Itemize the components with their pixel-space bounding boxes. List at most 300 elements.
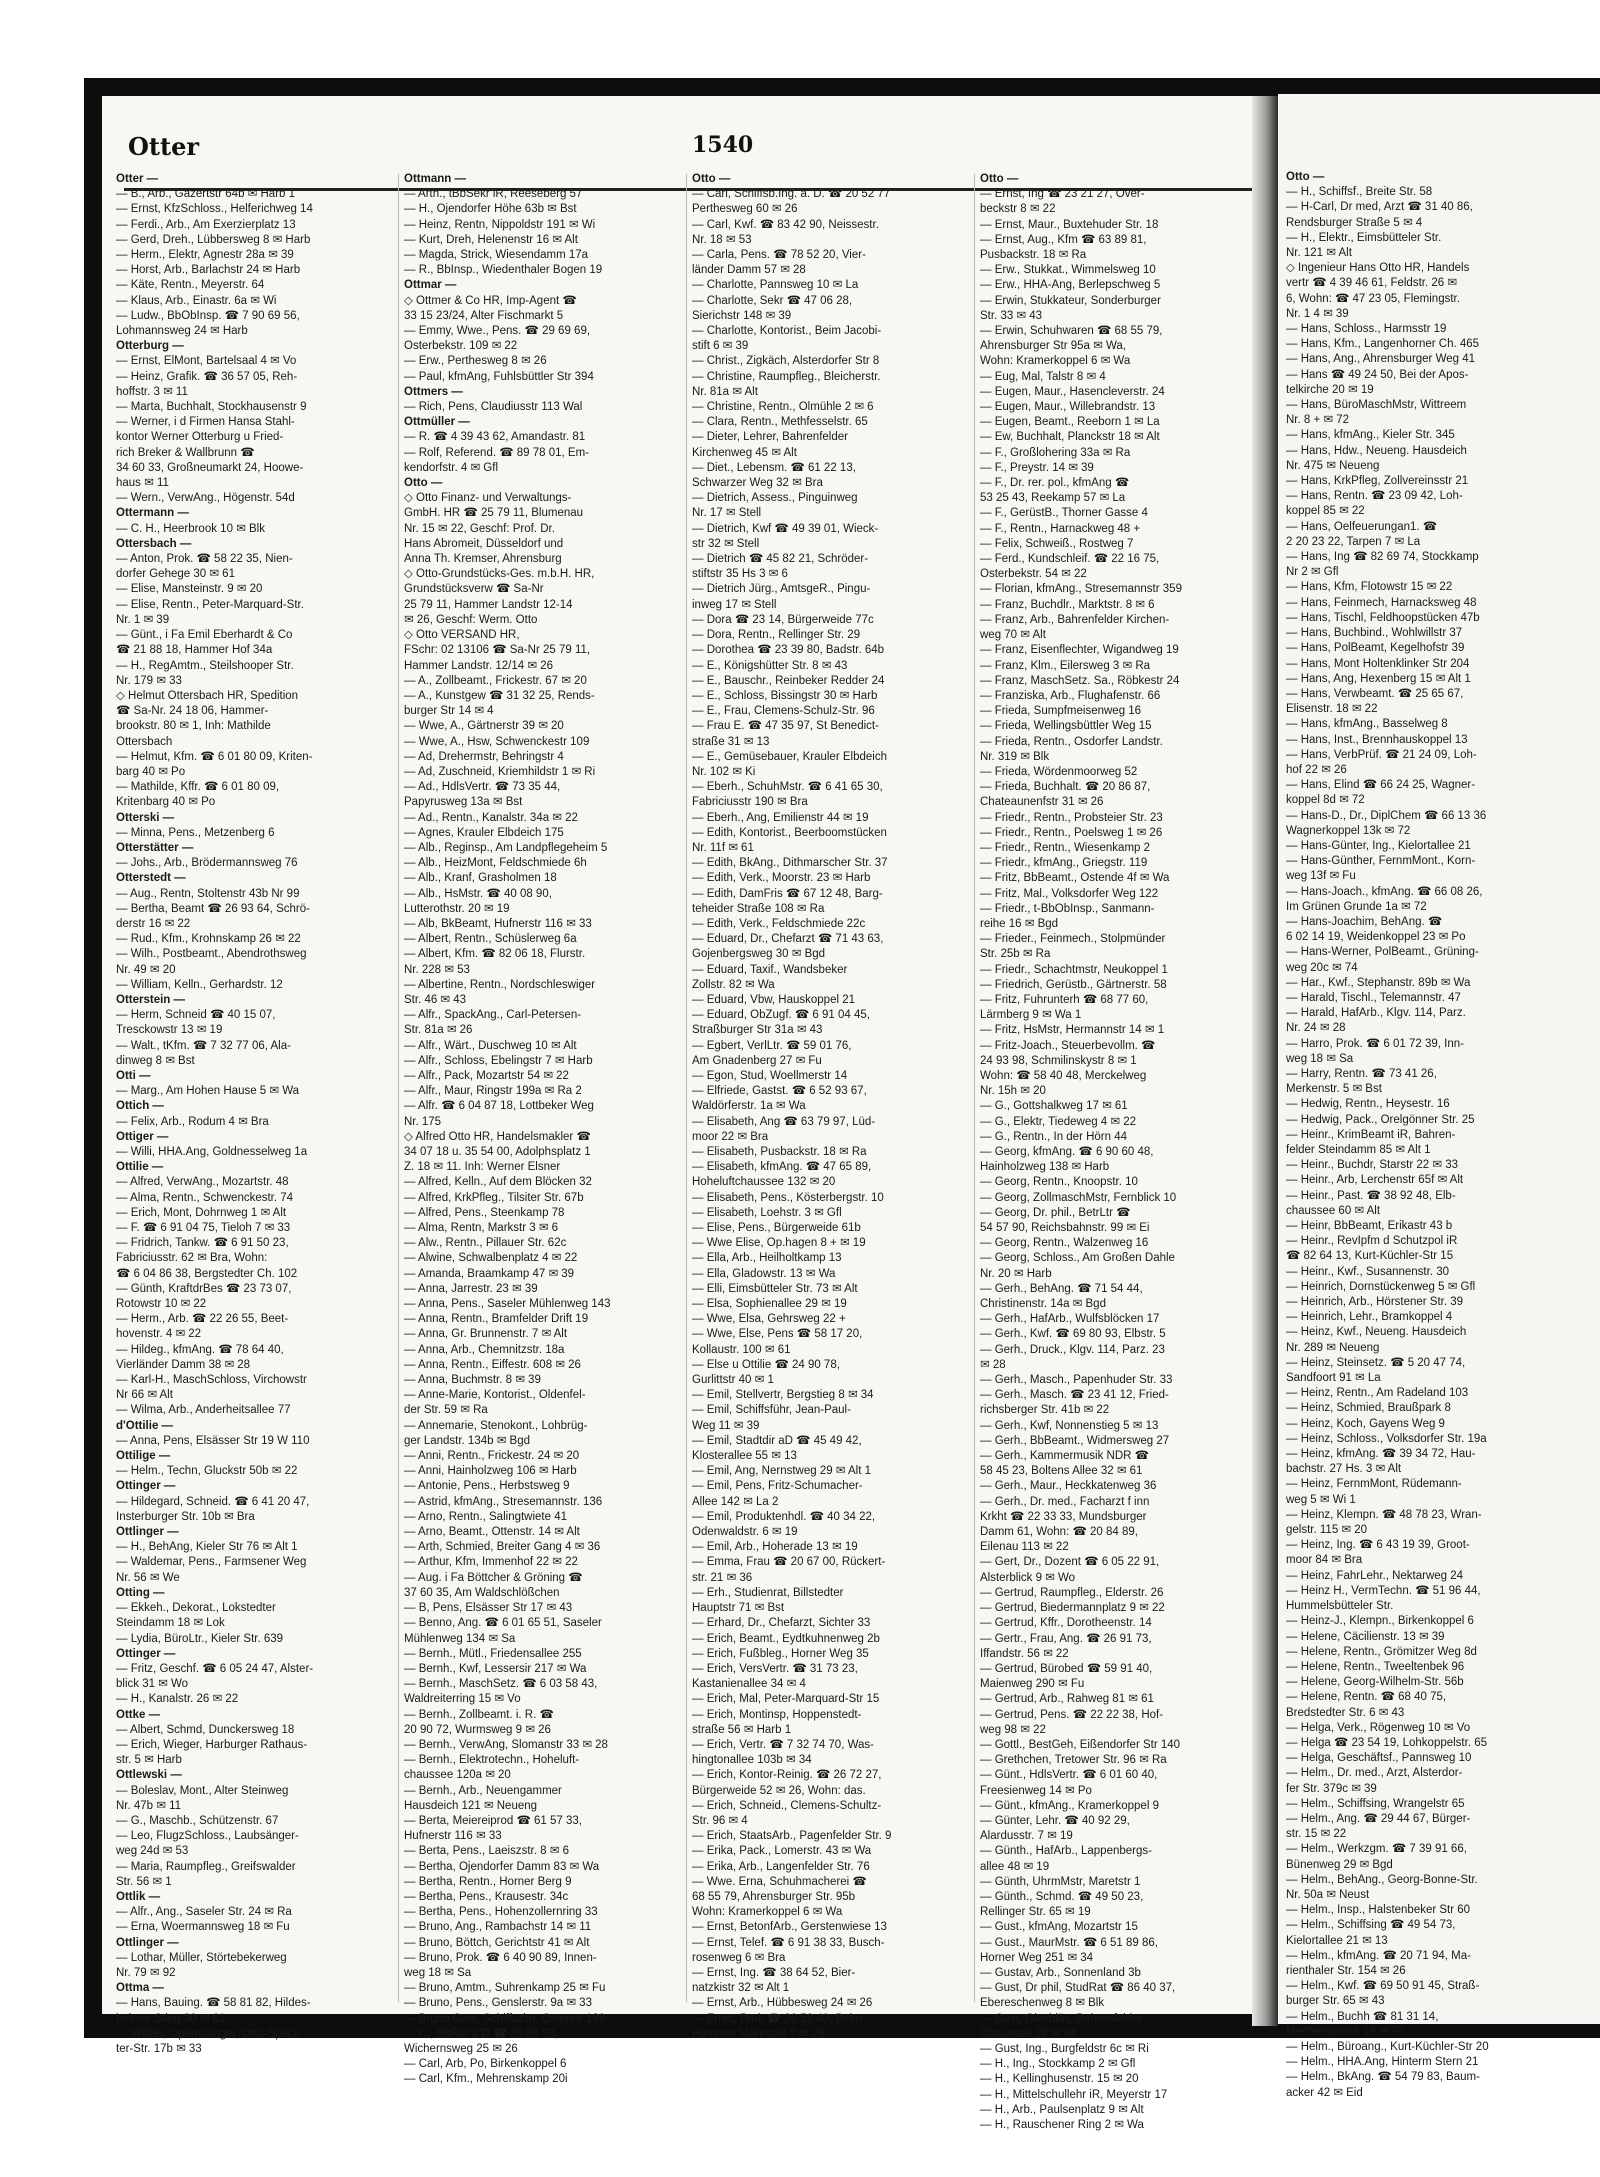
directory-entry: — Bertha, Pens., Hohenzollernring 33 xyxy=(404,1906,598,1919)
directory-entry: — Anna, Arb., Chemnitzstr. 18a xyxy=(404,1343,565,1356)
directory-entry: Nr. 50a ✉ Neust xyxy=(1286,1888,1370,1901)
directory-entry: — Friedr., Rentn., Wiesenkamp 2 xyxy=(980,841,1151,854)
directory-entry: weg 18 ✉ Sa xyxy=(404,1966,472,1979)
directory-entry: — Bernh., Elektrotechn., Hoheluft- xyxy=(404,1754,580,1767)
directory-entry: — Gerh., BbBeamt., Widmersweg 27 xyxy=(980,1434,1170,1447)
directory-entry: — Ludw., BbObInsp. ☎ 7 90 69 56, xyxy=(116,309,300,322)
directory-entry: — Eugen, Maur., Hasencleverstr. 24 xyxy=(980,385,1165,398)
directory-entry: — Georg, Dr. phil., BetrLtr ☎ xyxy=(980,1206,1131,1219)
directory-entry: felder Steindamm 85 ✉ Alt 1 xyxy=(1286,1144,1431,1156)
directory-entry: Hammer Landstr. 12/14 ✉ 26 xyxy=(404,659,553,672)
column-divider xyxy=(686,174,687,2002)
directory-entry: — Heinr., Arb, Lerchenstr 65f ✉ Alt xyxy=(1286,1174,1464,1187)
directory-entry: weg 5 ✉ Wi 1 xyxy=(1286,1493,1356,1506)
surname-heading: Ottmar — xyxy=(404,279,457,292)
directory-entry: — Anna, Gr. Brunnenstr. 7 ✉ Alt xyxy=(404,1328,568,1341)
running-head xyxy=(124,128,1242,168)
surname-heading: Ottinger — xyxy=(116,1647,176,1660)
directory-entry: — Erika, Pack., Lomerstr. 43 ✉ Wa xyxy=(692,1845,872,1858)
directory-entry: Im Grünen Grunde 1a ✉ 72 xyxy=(1286,900,1427,913)
directory-entry: moor 84 ✉ Bra xyxy=(1286,1554,1363,1567)
directory-entry: Mühlenweg 134 ✉ Sa xyxy=(404,1632,516,1645)
directory-entry: Hainholzweg 138 ✉ Harb xyxy=(980,1161,1110,1174)
directory-entry: — Fritz, BbBeamt., Ostende 4f ✉ Wa xyxy=(980,872,1170,885)
directory-entry: — Emil, Produktenhdl. ☎ 40 34 22, xyxy=(692,1510,876,1523)
directory-entry: Nr. 1 ✉ 39 xyxy=(116,613,170,626)
directory-entry: Chateaunenfstr 31 ✉ 26 xyxy=(980,796,1104,809)
directory-entry: — Elisabeth, Pens., Kösterbergstr. 10 xyxy=(692,1191,884,1204)
directory-entry: — Ernst, ElMont, Bartelsaal 4 ✉ Vo xyxy=(116,355,297,368)
directory-entry: — Günth., Schmd. ☎ 49 50 23, xyxy=(980,1890,1144,1903)
directory-entry: 58 45 23, Boltens Allee 32 ✉ 61 xyxy=(980,1465,1143,1478)
directory-entry: — Alb., HeizMont, Feldschmiede 6h xyxy=(404,857,587,870)
directory-entry: 53 25 43, Reekamp 57 ✉ La xyxy=(980,492,1126,505)
directory-entry: — Käte, Rentn., Meyerstr. 64 xyxy=(116,279,265,292)
directory-entry: Alsterblick 9 ✉ Wo xyxy=(980,1571,1076,1584)
directory-entry: — Alfr., Maur, Ringstr 199a ✉ Ra 2 xyxy=(404,1085,582,1098)
directory-entry: — Dorothea ☎ 23 39 80, Badstr. 64b xyxy=(692,644,885,657)
directory-entry: der Str. 59 ✉ Ra xyxy=(404,1404,488,1417)
directory-entry: — Heinz, Schloss., Volksdorfer Str. 19a xyxy=(1286,1432,1487,1445)
directory-entry: — Hildegard, Schneid. ☎ 6 41 20 47, xyxy=(116,1495,310,1508)
directory-entry: — Kurt, Dreh, Helenenstr 16 ✉ Alt xyxy=(404,233,578,246)
directory-entry: Wohn: Kramerkoppel 6 ✉ Wa xyxy=(692,1906,843,1919)
surname-heading: Ottich — xyxy=(116,1100,164,1113)
directory-entry: — Arno, Beamt., Ottenstr. 14 ✉ Alt xyxy=(404,1526,580,1539)
surname-heading: Ottlinger — xyxy=(116,1526,179,1539)
directory-entry: — H., Elektr., Eimsbütteler Str. xyxy=(1286,231,1442,244)
directory-entry: — Helene, Cäcilienstr. 13 ✉ 39 xyxy=(1286,1630,1445,1643)
directory-entry: — Ernst, BetonfArb., Gerstenwiese 13 xyxy=(692,1921,887,1934)
directory-entry: ◇ Otto VERSAND HR, xyxy=(404,629,520,642)
directory-entry: — B, Pens, Elsässer Str 17 ✉ 43 xyxy=(404,1602,573,1615)
surname-heading: Ottilie — xyxy=(116,1161,164,1174)
directory-entry: — Friedr., Rentn., Probsteier Str. 23 xyxy=(980,811,1163,824)
directory-entry: Anna Th. Kremser, Ahrensburg xyxy=(404,553,562,566)
directory-entry: — Frieda, Wellingsbüttler Weg 15 xyxy=(980,720,1152,733)
directory-entry: — Erich, Schneid., Clemens-Schultz- xyxy=(692,1799,882,1812)
directory-entry: 34 07 18 u. 35 54 00, Adolphsplatz 1 xyxy=(404,1146,591,1158)
directory-entry: — Erich, Montinsp, Hoppenstedt- xyxy=(692,1708,862,1721)
directory-entry: — Bruno, Böttch, Gerichtstr 41 ✉ Alt xyxy=(404,1936,590,1949)
directory-entry: — Helene, Georg-Wilhelm-Str. 56b xyxy=(1286,1676,1464,1689)
directory-column-4 xyxy=(980,172,1246,2131)
directory-entry: — Erh., Studienrat, Billstedter xyxy=(692,1586,844,1599)
directory-entry: Maienweg 290 ✉ Fu xyxy=(980,1678,1085,1691)
directory-entry: ◇ Alfred Otto HR, Handelsmakler ☎ xyxy=(404,1130,591,1143)
directory-entry: str. 15 ✉ 22 xyxy=(1286,1828,1347,1841)
directory-entry: — Charlotte, Sekr ☎ 47 06 28, xyxy=(692,294,853,307)
directory-entry: Nr. 81a ✉ Alt xyxy=(692,385,758,398)
directory-entry: — Agnes, Krauler Elbdeich 175 xyxy=(404,826,564,839)
directory-entry: Wohn: Kramerkoppel 6 ✉ Wa xyxy=(980,355,1131,368)
directory-entry: — Franziska, Arb., Flughafenstr. 66 xyxy=(980,689,1161,702)
directory-entry: — Anna, Pens., Saseler Mühlenweg 143 xyxy=(404,1298,611,1311)
directory-entry: — Anna, Rentn., Eiffestr. 608 ✉ 26 xyxy=(404,1358,581,1371)
directory-entry: — Hans, Verwbeamt. ☎ 25 65 67, xyxy=(1286,687,1464,700)
directory-entry: — Wern., VerwAng., Högenstr. 54d xyxy=(116,492,295,505)
directory-entry: — Helmut, Kfm. ☎ 6 01 80 09, Kriten- xyxy=(116,750,313,763)
directory-entry: — Helm., kfmAng. ☎ 20 71 94, Ma- xyxy=(1286,1949,1471,1962)
directory-entry: — G., Elektr, Tiedeweg 4 ✉ 22 xyxy=(980,1115,1137,1128)
directory-entry: 33 15 23/24, Alter Fischmarkt 5 xyxy=(404,309,564,322)
directory-entry: ◇ Ingenieur Hans Otto HR, Handels xyxy=(1286,262,1470,275)
directory-entry: Lohmannsweg 24 ✉ Harb xyxy=(116,325,248,338)
directory-entry: — Alma, Rentn, Markstr 3 ✉ 6 xyxy=(404,1222,559,1235)
directory-entry: Kastanienallee 34 ✉ 4 xyxy=(692,1678,806,1691)
directory-entry: — Hans, Schloss., Harmsstr 19 xyxy=(1286,323,1447,336)
directory-entry: — Gerd, Dreh., Lübbersweg 8 ✉ Harb xyxy=(116,233,311,246)
directory-entry: — Heinz, Grafik. ☎ 36 57 05, Reh- xyxy=(116,370,298,383)
directory-entry: — Emil, Pens, Fritz-Schumacher- xyxy=(692,1480,863,1493)
surname-heading: Ottmüller — xyxy=(404,416,470,429)
directory-entry: — Albertine, Rentn., Nordschleswiger xyxy=(404,978,596,991)
directory-entry: — Günt., i Fa Emil Eberhardt & Co xyxy=(116,629,293,642)
directory-entry: — Ferdi., Arb., Am Exerzierplatz 13 xyxy=(116,218,296,231)
directory-entry: — Anna, Rentn., Bramfelder Drift 19 xyxy=(404,1313,589,1326)
directory-entry: Str. 46 ✉ 43 xyxy=(404,993,467,1006)
directory-entry: — G., Rentn., In der Hörn 44 xyxy=(980,1130,1128,1143)
directory-entry: — Marg., Am Hohen Hause 5 ✉ Wa xyxy=(116,1085,300,1098)
directory-entry: — Helm., Dr. med., Arzt, Alsterdor- xyxy=(1286,1767,1463,1780)
directory-entry: — Erich, Kontor-Reinig. ☎ 26 72 27, xyxy=(692,1769,882,1782)
directory-entry: haus ✉ 11 xyxy=(116,477,169,490)
directory-entry: — Hans-D., Dr., DiplChem ☎ 66 13 36 xyxy=(1286,809,1487,822)
directory-entry: Papyrusweg 13a ✉ Bst xyxy=(404,796,523,809)
directory-page xyxy=(102,96,1252,2131)
directory-entry: Nr. 175 xyxy=(404,1115,442,1128)
directory-entry: 6, Wohn: ☎ 47 23 05, Flemingstr. xyxy=(1286,292,1460,305)
directory-entry: Lutterothstr. 20 ✉ 19 xyxy=(404,902,510,915)
directory-entry: — Günt., HdlsVertr. ☎ 6 01 60 40, xyxy=(980,1769,1158,1782)
directory-entry: — Eberh., SchuhMstr. ☎ 6 41 65 30, xyxy=(692,781,883,794)
directory-entry: — Wilma, Arb., Anderheitsallee 77 xyxy=(116,1404,291,1417)
directory-entry: — Erhard, Dr., Chefarzt, Sichter 33 xyxy=(692,1617,871,1630)
directory-entry: — Georg, kfmAng. ☎ 6 90 60 48, xyxy=(980,1146,1154,1158)
directory-entry: — Emil, Ang, Nernstweg 29 ✉ Alt 1 xyxy=(692,1465,872,1478)
directory-entry: — Lydia, BüroLtr., Kieler Str. 639 xyxy=(116,1632,284,1645)
directory-entry: — Alw., Rentn., Pillauer Str. 62c xyxy=(404,1237,567,1250)
directory-entry: ☎ 21 88 18, Hammer Hof 34a xyxy=(116,644,273,657)
directory-entry: — Alfr. ☎ 6 04 87 18, Lottbeker Weg xyxy=(404,1100,594,1113)
directory-entry: Nr. 18 ✉ 53 xyxy=(692,233,752,246)
directory-entry: Nr. 289 ✉ Neueng xyxy=(1286,1341,1380,1354)
directory-entry: — Alfr., Ang., Saseler Str. 24 ✉ Ra xyxy=(116,1906,292,1919)
directory-entry: — Wwe Elise, Op.hagen 8 + ✉ 19 xyxy=(692,1237,866,1250)
directory-entry: — F. ☎ 6 91 04 75, Tieloh 7 ✉ 33 xyxy=(116,1222,291,1235)
directory-entry: — Horst, Arb., Barlachstr 24 ✉ Harb xyxy=(116,264,301,277)
directory-entry: Tresckowstr 13 ✉ 19 xyxy=(116,1024,223,1037)
directory-entry: beckstr 8 ✉ 22 xyxy=(980,203,1056,216)
directory-entry: — Bertha, Rentn., Horner Berg 9 xyxy=(404,1875,572,1888)
directory-entry: — Fridrich, Tankw. ☎ 6 91 50 23, xyxy=(116,1237,289,1250)
directory-entry: telkirche 20 ✉ 19 xyxy=(1286,383,1374,396)
directory-entry: — Hans-Werner, PolBeamt., Grüning- xyxy=(1286,946,1479,959)
directory-entry: — Ad, Drehermstr, Behringstr 4 xyxy=(404,750,564,763)
surname-heading: Ottma — xyxy=(116,1982,164,1995)
directory-entry: — Carl, Arb, Po, Birkenkoppel 6 xyxy=(404,2058,567,2071)
directory-entry: — Anna, Pens, Elsässer Str 19 W 110 xyxy=(116,1434,310,1447)
directory-entry: — H., Ojendorfer Höhe 63b ✉ Bst xyxy=(404,203,577,216)
directory-entry: Nr. 47b ✉ 11 xyxy=(116,1799,182,1812)
directory-entry: — Edith, DamFris ☎ 67 12 48, Barg- xyxy=(692,887,883,900)
directory-entry: — Christ., Zigkäch, Alsterdorfer Str 8 xyxy=(692,355,880,368)
directory-entry: — Gertrud, Arb., Rahweg 81 ✉ 61 xyxy=(980,1693,1154,1706)
directory-entry: — E., Schloss, Bissingstr 30 ✉ Harb xyxy=(692,689,878,702)
directory-entry: Osterbekstr. 109 ✉ 22 xyxy=(404,340,518,353)
directory-entry: — Alfred, KrkPfleg., Tilsiter Str. 67b xyxy=(404,1191,584,1204)
directory-entry: — Heinr., Kwf., Susannenstr. 30 xyxy=(1286,1265,1449,1278)
directory-entry: str. 5 ✉ Harb xyxy=(116,1754,182,1767)
directory-entry: — Gertrud, Biedermannplatz 9 ✉ 22 xyxy=(980,1602,1165,1615)
directory-entry: weg 13f ✉ Fu xyxy=(1286,870,1356,883)
directory-entry: — B., Arb., Gazertstr 64b ✉ Harb 1 xyxy=(116,188,296,201)
directory-entry: — Diet., Lebensm. ☎ 61 22 13, xyxy=(692,461,856,474)
directory-entry: — Alfr., Pack, Mozartstr 54 ✉ 22 xyxy=(404,1069,569,1082)
directory-entry: — Walter, Opernsänger, Otto-Speck- xyxy=(116,2027,304,2040)
directory-entry: — Erw., Stukkat., Wimmelsweg 10 xyxy=(980,264,1156,277)
directory-entry: Rendsburger Straße 5 ✉ 4 xyxy=(1286,216,1423,229)
directory-entry: 6 02 14 19, Weidenkoppel 23 ✉ Po xyxy=(1286,931,1466,944)
directory-entry: Freesienweg 14 ✉ Po xyxy=(980,1784,1092,1797)
directory-entry: heimer Stieg 30 ✉ 61 xyxy=(116,2012,226,2025)
directory-entry: — Gust., MaurMstr. ☎ 6 51 89 86, xyxy=(980,1936,1158,1949)
directory-entry: — Egbert, VerlLtr. ☎ 59 01 76, xyxy=(692,1039,852,1052)
directory-entry: barg 40 ✉ Po xyxy=(116,765,186,778)
directory-entry: — William, Kelln., Gerhardstr. 12 xyxy=(116,978,283,991)
directory-entry: — Heinr., Past. ☎ 38 92 48, Elb- xyxy=(1286,1189,1456,1202)
directory-entry: Bredstedter Str. 6 ✉ 43 xyxy=(1286,1706,1405,1719)
directory-entry: — Gottl., BestGeh, Eißendorfer Str 140 xyxy=(980,1738,1181,1751)
directory-entry: — Erna, Woermannsweg 18 ✉ Fu xyxy=(116,1921,290,1934)
directory-entry: Merkenstr. 5 ✉ Bst xyxy=(1286,1083,1382,1096)
directory-entry: Insterburger Str. 10b ✉ Bra xyxy=(116,1510,255,1523)
directory-entry: — Ernst, Maur., Buxtehuder Str. 18 xyxy=(980,218,1159,231)
directory-entry: Kirchenweg 45 ✉ Alt xyxy=(692,446,797,459)
directory-entry: — Elfriede, Gastst. ☎ 6 52 93 67, xyxy=(692,1085,867,1098)
directory-entry: 2 20 23 22, Tarpen 7 ✉ La xyxy=(1286,535,1421,548)
directory-entry: — Heinr, BbBeamt, Erikastr 43 b xyxy=(1286,1220,1453,1233)
directory-entry: — Dietrich ☎ 45 82 21, Schröder- xyxy=(692,553,869,566)
directory-entry: — H., Mittelschullehr iR, Meyerstr 17 xyxy=(980,2088,1168,2101)
directory-entry: — Harald, HafArb., Klgv. 114, Parz. xyxy=(1286,1007,1466,1020)
directory-entry: — Bertha, Pens., Krausestr. 34c xyxy=(404,1890,569,1903)
directory-entry: richsberger Str. 41b ✉ 22 xyxy=(980,1404,1110,1417)
directory-entry: — Mathilde, Kffr. ☎ 6 01 80 09, xyxy=(116,781,280,794)
directory-entry: — Helm., BehAng., Georg-Bonne-Str. xyxy=(1286,1873,1478,1886)
directory-entry: — Antonie, Pens., Herbstsweg 9 xyxy=(404,1480,570,1493)
directory-entry: — Helene, Rentn., Grömitzer Weg 8d xyxy=(1286,1645,1477,1658)
directory-entry: Str. 81a ✉ 26 xyxy=(404,1024,473,1037)
directory-entry: — Georg, Schloss., Am Großen Dahle xyxy=(980,1252,1175,1265)
directory-entry: str. 21 ✉ 36 xyxy=(692,1571,753,1584)
directory-entry: — Günt., kfmAng., Kramerkoppel 9 xyxy=(980,1799,1159,1812)
directory-entry: — E., Bauschr., Reinbeker Redder 24 xyxy=(692,674,885,687)
directory-entry: — Gerh., Masch. ☎ 23 41 12, Fried- xyxy=(980,1389,1169,1402)
surname-heading: Otter — xyxy=(116,173,159,185)
directory-entry: — Hans-Günter, Ing., Kielortallee 21 xyxy=(1286,839,1471,852)
surname-heading: Otto — xyxy=(404,477,443,490)
directory-entry: — Elise, Mansteinstr. 9 ✉ 20 xyxy=(116,583,263,596)
directory-entry: Hauptstr 71 ✉ Bst xyxy=(692,1602,785,1615)
directory-entry: Hoheluftchaussee 132 ✉ 20 xyxy=(692,1176,836,1189)
directory-entry: derstr 16 ✉ 22 xyxy=(116,917,191,930)
directory-entry: rienthaler Str. 154 ✉ 26 xyxy=(1286,1964,1406,1977)
directory-entry: — Charlotte, Kontorist., Beim Jacobi- xyxy=(692,325,882,338)
directory-entry: Waldörferstr. 1a ✉ Wa xyxy=(692,1100,806,1113)
directory-entry: — Gerh., Kwf. ☎ 69 80 93, Elbstr. 5 xyxy=(980,1328,1166,1341)
directory-entry: — H., Rauschener Ring 2 ✉ Wa xyxy=(980,2119,1144,2131)
directory-entry: — H., Kanalstr. 26 ✉ 22 xyxy=(116,1693,239,1706)
directory-entry: dinweg 8 ✉ Bst xyxy=(116,1054,195,1067)
directory-entry: rich Breker & Wallbrunn ☎ xyxy=(116,446,255,459)
directory-entry: — Günter, Lehr. ☎ 40 92 29, xyxy=(980,1814,1130,1827)
directory-entry: Nr. 20 ✉ Harb xyxy=(980,1267,1052,1280)
directory-entry: blick 31 ✉ Wo xyxy=(116,1678,189,1691)
directory-entry: — Erich, Mal, Peter-Marquard-Str 15 xyxy=(692,1693,880,1706)
directory-entry: — Hans, Rentn. ☎ 23 09 42, Loh- xyxy=(1286,490,1463,503)
surname-heading: Otterstätter — xyxy=(116,841,194,854)
directory-entry: — Fritz, HsMstr, Hermannstr 14 ✉ 1 xyxy=(980,1024,1165,1037)
directory-entry: — Karl-H., MaschSchloss, Virchowstr xyxy=(116,1374,307,1387)
directory-entry: Nr. 79 ✉ 92 xyxy=(116,1966,176,1979)
directory-entry: — Alb., Kranf, Grasholmen 18 xyxy=(404,872,557,885)
directory-entry: — Helm., Ang. ☎ 29 44 67, Bürger- xyxy=(1286,1812,1471,1825)
directory-entry: 20 90 72, Wurmsweg 9 ✉ 26 xyxy=(404,1723,551,1736)
directory-entry: — Erw., Perthesweg 8 ✉ 26 xyxy=(404,355,547,368)
directory-entry: dorfer Gehege 30 ✉ 61 xyxy=(116,568,235,581)
directory-entry: Str. 33 ✉ 43 xyxy=(980,309,1043,322)
directory-entry: — Ernst, Aug., Kfm ☎ 63 89 81, xyxy=(980,233,1147,246)
directory-entry: Perthesweg 60 ✉ 26 xyxy=(692,203,798,216)
directory-entry: — Hans, Kfm, Flotowstr 15 ✉ 22 xyxy=(1286,581,1453,594)
directory-entry: Wichernsweg 25 ✉ 26 xyxy=(404,2042,518,2055)
directory-entry: — Alb., HsMstr. ☎ 40 08 90, xyxy=(404,887,552,900)
directory-entry: Elisenstr. 18 ✉ 22 xyxy=(1286,703,1378,716)
directory-entry: — Lothar, Müller, Störtebekerweg xyxy=(116,1951,287,1964)
directory-entry: — Hans, Hdw., Neueng. Hausdeich xyxy=(1286,444,1467,457)
directory-entry: — Elli, Eimsbütteler Str. 73 ✉ Alt xyxy=(692,1282,858,1295)
directory-entry: — Elisabeth, Loehstr. 3 ✉ Gfl xyxy=(692,1206,842,1219)
directory-entry: hovenstr. 4 ✉ 22 xyxy=(116,1328,202,1341)
directory-entry: — Heinz, Kwf., Neueng. Hausdeich xyxy=(1286,1326,1467,1339)
directory-entry: — Erich, Beamt., Eydtkuhnenweg 2b xyxy=(692,1632,880,1645)
directory-entry: — Heinz, Koch, Gayens Weg 9 xyxy=(1286,1417,1445,1430)
directory-entry: — Arth., tBbSekr iR, Reeseberg 57 xyxy=(404,188,583,201)
directory-entry: — Elisabeth, Ang ☎ 63 79 97, Lüd- xyxy=(692,1115,876,1128)
directory-entry: chaussee 120a ✉ 20 xyxy=(404,1769,511,1782)
directory-entry: Chaussee 28 ✉ Alt xyxy=(980,2027,1077,2040)
directory-entry: — Gert, Dr., Dozent ☎ 6 05 22 91, xyxy=(980,1556,1160,1569)
directory-entry: — Georg, ZollmaschMstr, Fernblick 10 xyxy=(980,1191,1177,1204)
directory-entry: — Heinrich, Lehr., Bramkoppel 4 xyxy=(1286,1311,1453,1324)
directory-entry: — Bernh., VerwAng, Slomanstr 33 ✉ 28 xyxy=(404,1738,608,1751)
directory-entry: ✉ 26, Geschf: Werm. Otto xyxy=(404,613,538,626)
directory-entry: brookstr. 80 ✉ 1, Inh: Mathilde xyxy=(116,720,271,733)
directory-entry: — Eugen, Maur., Willebrandstr. 13 xyxy=(980,401,1156,414)
directory-entry: — Helm., Insp., Halstenbeker Str 60 xyxy=(1286,1904,1471,1917)
directory-entry: — F., Preystr. 14 ✉ 39 xyxy=(980,461,1094,474)
directory-entry: — Anton, Prok. ☎ 58 22 35, Nien- xyxy=(116,553,293,566)
directory-entry: — Helm., Werkzgm. ☎ 7 39 91 66, xyxy=(1286,1843,1467,1856)
directory-entry: Kollaustr. 100 ✉ 61 xyxy=(692,1343,791,1356)
running-head-word: Otter xyxy=(128,132,199,161)
directory-entry: — Hans, VerbPrüf. ☎ 21 24 09, Loh- xyxy=(1286,748,1477,761)
directory-entry: weg 70 ✉ Alt xyxy=(980,629,1046,642)
directory-entry: straße 31 ✉ 13 xyxy=(692,735,770,748)
directory-entry: — Hans, Ing ☎ 82 69 74, Stockkamp xyxy=(1286,551,1479,564)
directory-entry: — Paul, kfmAng, Fuhlsbüttler Str 394 xyxy=(404,370,594,383)
directory-entry: koppel 85 ✉ 22 xyxy=(1286,505,1365,518)
surname-heading: Ottlinger — xyxy=(116,1936,179,1949)
directory-entry: — Elisabeth, kfmAng. ☎ 47 65 89, xyxy=(692,1161,872,1174)
directory-entry: — Albert, Kfm. ☎ 82 06 18, Flurstr. xyxy=(404,948,586,961)
directory-entry: — Gust., kfmAng, Mozartstr 15 xyxy=(980,1921,1138,1934)
directory-entry: — Georg, Rentn., Knoopstr. 10 xyxy=(980,1176,1138,1189)
directory-entry: — Waldemar, Pens., Farmsener Weg xyxy=(116,1556,307,1569)
directory-entry: Christinenstr. 14a ✉ Bgd xyxy=(980,1298,1106,1311)
directory-entry: — Hildeg., kfmAng. ☎ 78 64 40, xyxy=(116,1343,284,1356)
directory-entry: Wagnerkoppel 13k ✉ 72 xyxy=(1286,824,1411,837)
directory-entry: — Emmy, Wwe., Pens. ☎ 29 69 69, xyxy=(404,325,591,338)
directory-entry: — Frieda, Buchhalt. ☎ 20 86 87, xyxy=(980,781,1151,794)
directory-entry: Allee 142 ✉ La 2 xyxy=(692,1495,779,1508)
directory-entry: — Dietrich, Kwf ☎ 49 39 01, Wieck- xyxy=(692,522,879,535)
column-divider xyxy=(974,174,975,2002)
directory-entry: — Annemarie, Stenokont., Lohbrüg- xyxy=(404,1419,588,1432)
directory-entry: — Leo, FlugzSchloss., Laubsänger- xyxy=(116,1830,299,1843)
directory-entry: — Hans, Oelfeuerungan1. ☎ xyxy=(1286,520,1438,533)
directory-entry: — Gertrud, Raumpfleg., Elderstr. 26 xyxy=(980,1586,1164,1599)
directory-entry: — Fritz-Joach., Steuerbevollm. ☎ xyxy=(980,1039,1156,1052)
surname-heading: Ottmann — xyxy=(404,173,466,185)
directory-entry: — Emil, Stadtdir aD ☎ 45 49 42, xyxy=(692,1434,862,1447)
directory-entry: Fabriciusstr. 62 ✉ Bra, Wohn: xyxy=(116,1252,268,1265)
directory-entry: Lärmberg 9 ✉ Wa 1 xyxy=(980,1009,1082,1022)
directory-entry: straße 56 ✉ Harb 1 xyxy=(692,1723,792,1736)
directory-entry: — Johs., Arb., Brödermannsweg 76 xyxy=(116,857,298,870)
directory-entry: — Friedr., t-BbObInsp., Sanmann- xyxy=(980,902,1155,915)
directory-entry: — Erich, Mont, Dohrnweg 1 ✉ Alt xyxy=(116,1206,287,1219)
directory-column-1 xyxy=(116,172,398,2055)
directory-entry: — Gertrud, Pens. ☎ 22 22 38, Hof- xyxy=(980,1708,1164,1721)
directory-entry: — Herm., Arb. ☎ 22 26 55, Beet- xyxy=(116,1313,289,1326)
directory-entry: 25 79 11, Hammer Landstr 12-14 xyxy=(404,598,573,611)
directory-entry: — Eduard, Dr., Chefarzt ☎ 71 43 63, xyxy=(692,933,884,946)
directory-entry: — Ella, Arb., Heilholtkamp 13 xyxy=(692,1252,842,1265)
directory-entry: — E., Gemüsebauer, Krauler Elbdeich xyxy=(692,750,887,763)
directory-entry: — Friedr., Rentn., Poelsweg 1 ✉ 26 xyxy=(980,826,1163,839)
directory-entry: — Bernh., Arb., Neuengammer xyxy=(404,1784,562,1797)
directory-entry: — Alfr., Schloss, Ebelingstr 7 ✉ Harb xyxy=(404,1054,593,1067)
directory-entry: — Helm., Buchh ☎ 81 31 14, xyxy=(1286,2010,1439,2023)
directory-entry: — Gerh., Druck., Klgv. 114, Parz. 23 xyxy=(980,1343,1165,1356)
surname-heading: Otterburg — xyxy=(116,340,184,353)
directory-entry: Rotowstr 10 ✉ 22 xyxy=(116,1298,207,1311)
directory-entry: Gojenbergsweg 30 ✉ Bgd xyxy=(692,948,826,961)
directory-entry: — Alfred, Kelln., Auf dem Blöcken 32 xyxy=(404,1176,592,1189)
directory-entry: — Clara, Rentn., Methfesselstr. 65 xyxy=(692,416,868,429)
surname-heading: Otti — xyxy=(116,1069,151,1082)
directory-entry: — Frieder., Feinmech., Stolpmünder xyxy=(980,933,1166,946)
directory-entry: — Eduard, Vbw, Hauskoppel 21 xyxy=(692,993,856,1006)
directory-entry: — Hans, kfmAng., Basselweg 8 xyxy=(1286,718,1448,731)
directory-entry: — Günth, UhrmMstr, Maretstr 1 xyxy=(980,1875,1141,1888)
directory-entry: — H., RegAmtm., Steilshooper Str. xyxy=(116,659,294,672)
directory-entry: Hammer Mahrstall 7 ✉ 26 xyxy=(692,2027,825,2040)
directory-entry: — Florian, kfmAng., Stresemannstr 359 xyxy=(980,583,1182,596)
directory-entry: Osterbekstr. 54 ✉ 22 xyxy=(980,568,1087,581)
